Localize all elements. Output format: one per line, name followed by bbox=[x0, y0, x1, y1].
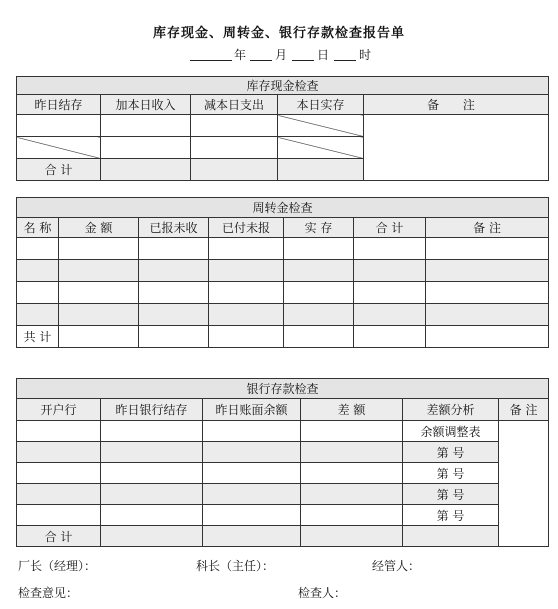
cash-header-expense: 减本日支出 bbox=[191, 95, 278, 115]
bank-header-book-balance: 昨日账面余额 bbox=[203, 399, 301, 421]
cash-check-table bbox=[16, 76, 549, 181]
month-label: 月 bbox=[275, 48, 288, 62]
section-chief-label: 科长（主任）： bbox=[196, 559, 275, 573]
cash-header-remarks: 备 注 bbox=[364, 95, 549, 115]
cash-cell[interactable] bbox=[17, 115, 101, 137]
fund-header-actual: 实 存 bbox=[284, 218, 354, 238]
fund-cell[interactable] bbox=[284, 304, 354, 326]
document-title: 库存现金、周转金、银行存款检查报告单 bbox=[152, 26, 405, 41]
fund-cell[interactable] bbox=[209, 238, 284, 260]
fund-header-remarks: 备 注 bbox=[426, 218, 549, 238]
fund-header-total: 合 计 bbox=[354, 218, 426, 238]
revolving-fund-title: 周转金检查 bbox=[17, 198, 549, 218]
revolving-fund-table bbox=[16, 197, 549, 348]
fund-header-name: 名 称 bbox=[17, 218, 59, 238]
fund-cell[interactable] bbox=[59, 238, 139, 260]
bank-analysis-adjustment: 余额调整表 bbox=[403, 421, 499, 442]
fund-cell[interactable] bbox=[354, 282, 426, 304]
bank-analysis-number[interactable]: 第 号 bbox=[403, 463, 499, 484]
fund-cell[interactable] bbox=[284, 238, 354, 260]
bank-cell[interactable] bbox=[101, 442, 203, 463]
fund-cell[interactable] bbox=[426, 304, 549, 326]
cash-cell[interactable] bbox=[191, 137, 278, 159]
fund-cell[interactable] bbox=[139, 260, 209, 282]
bank-deposit-title: 银行存款检查 bbox=[17, 379, 549, 399]
fund-cell[interactable] bbox=[426, 282, 549, 304]
fund-cell[interactable] bbox=[284, 326, 354, 348]
bank-cell[interactable] bbox=[301, 526, 403, 547]
inspector-label: 检查人： bbox=[298, 586, 347, 600]
fund-cell[interactable] bbox=[426, 326, 549, 348]
cash-header-income: 加本日收入 bbox=[101, 95, 191, 115]
cash-cell[interactable] bbox=[191, 115, 278, 137]
cash-total-cell[interactable] bbox=[278, 159, 364, 181]
bank-cell[interactable] bbox=[203, 505, 301, 526]
bank-cell[interactable] bbox=[101, 463, 203, 484]
month-blank[interactable] bbox=[250, 46, 272, 61]
bank-cell[interactable] bbox=[203, 484, 301, 505]
fund-header-paid-unreported: 已付未报 bbox=[209, 218, 284, 238]
bank-deposit-table bbox=[16, 378, 549, 547]
year-blank[interactable] bbox=[190, 46, 232, 61]
day-blank[interactable] bbox=[292, 46, 314, 61]
fund-cell[interactable] bbox=[284, 282, 354, 304]
fund-cell[interactable] bbox=[426, 238, 549, 260]
bank-cell[interactable] bbox=[101, 526, 203, 547]
bank-cell[interactable] bbox=[301, 421, 403, 442]
fund-cell[interactable] bbox=[139, 326, 209, 348]
bank-header-difference-analysis: 差额分析 bbox=[403, 399, 499, 421]
bank-header-bank: 开户行 bbox=[17, 399, 101, 421]
hour-blank[interactable] bbox=[334, 46, 356, 61]
hour-label: 时 bbox=[359, 48, 372, 62]
cash-cell[interactable] bbox=[101, 115, 191, 137]
bank-analysis-number[interactable]: 第 号 bbox=[403, 505, 499, 526]
fund-cell[interactable] bbox=[209, 326, 284, 348]
bank-cell[interactable] bbox=[301, 442, 403, 463]
fund-cell[interactable] bbox=[354, 238, 426, 260]
fund-header-reported-unreceived: 已报未收 bbox=[139, 218, 209, 238]
cash-cell-slashed bbox=[17, 137, 101, 159]
fund-grand-total-label: 共 计 bbox=[17, 326, 59, 348]
cash-total-cell[interactable] bbox=[191, 159, 278, 181]
bank-cell[interactable] bbox=[17, 421, 101, 442]
fund-cell[interactable] bbox=[59, 326, 139, 348]
bank-header-remarks: 备 注 bbox=[499, 399, 549, 421]
bank-analysis-number[interactable]: 第 号 bbox=[403, 484, 499, 505]
cash-remarks-cell[interactable] bbox=[364, 115, 549, 181]
bank-analysis-number[interactable]: 第 号 bbox=[403, 442, 499, 463]
inspection-opinion-label: 检查意见： bbox=[18, 586, 79, 600]
fund-cell[interactable] bbox=[354, 260, 426, 282]
bank-cell[interactable] bbox=[403, 526, 499, 547]
fund-cell[interactable] bbox=[209, 260, 284, 282]
fund-cell[interactable] bbox=[354, 326, 426, 348]
cash-cell[interactable] bbox=[101, 137, 191, 159]
bank-cell[interactable] bbox=[17, 505, 101, 526]
bank-total-label: 合 计 bbox=[17, 526, 101, 547]
fund-cell[interactable] bbox=[209, 282, 284, 304]
bank-cell[interactable] bbox=[203, 442, 301, 463]
fund-cell[interactable] bbox=[209, 304, 284, 326]
fund-cell[interactable] bbox=[17, 238, 59, 260]
bank-header-bank-balance: 昨日银行结存 bbox=[101, 399, 203, 421]
day-label: 日 bbox=[317, 48, 330, 62]
bank-cell[interactable] bbox=[101, 505, 203, 526]
fund-cell[interactable] bbox=[59, 260, 139, 282]
bank-cell[interactable] bbox=[203, 526, 301, 547]
cash-total-label: 合 计 bbox=[17, 159, 101, 181]
fund-cell[interactable] bbox=[354, 304, 426, 326]
cash-header-actual: 本日实存 bbox=[278, 95, 364, 115]
fund-cell[interactable] bbox=[139, 282, 209, 304]
bank-cell[interactable] bbox=[301, 505, 403, 526]
bank-remarks-cell[interactable] bbox=[499, 421, 549, 547]
bank-cell[interactable] bbox=[301, 463, 403, 484]
bank-cell[interactable] bbox=[17, 484, 101, 505]
bank-cell[interactable] bbox=[17, 463, 101, 484]
fund-cell[interactable] bbox=[426, 260, 549, 282]
fund-cell[interactable] bbox=[59, 304, 139, 326]
bank-cell[interactable] bbox=[17, 442, 101, 463]
cash-cell-slashed bbox=[278, 115, 364, 137]
factory-director-label: 厂长（经理）： bbox=[18, 559, 97, 573]
fund-cell[interactable] bbox=[17, 304, 59, 326]
fund-cell[interactable] bbox=[284, 260, 354, 282]
fund-header-amount: 金 额 bbox=[59, 218, 139, 238]
fund-cell[interactable] bbox=[139, 238, 209, 260]
year-label: 年 bbox=[234, 48, 247, 62]
fund-cell[interactable] bbox=[17, 282, 59, 304]
fund-cell[interactable] bbox=[17, 260, 59, 282]
bank-cell[interactable] bbox=[101, 421, 203, 442]
date-line bbox=[0, 46, 558, 64]
cash-check-title: 库存现金检查 bbox=[17, 77, 549, 95]
bank-cell[interactable] bbox=[301, 484, 403, 505]
bank-header-difference: 差 额 bbox=[301, 399, 403, 421]
cash-header-yesterday: 昨日结存 bbox=[17, 95, 101, 115]
fund-cell[interactable] bbox=[59, 282, 139, 304]
bank-cell[interactable] bbox=[203, 463, 301, 484]
bank-cell[interactable] bbox=[203, 421, 301, 442]
fund-cell[interactable] bbox=[139, 304, 209, 326]
bank-cell[interactable] bbox=[101, 484, 203, 505]
cash-total-cell[interactable] bbox=[101, 159, 191, 181]
cash-cell-slashed bbox=[278, 137, 364, 159]
handler-label: 经管人： bbox=[372, 559, 421, 573]
